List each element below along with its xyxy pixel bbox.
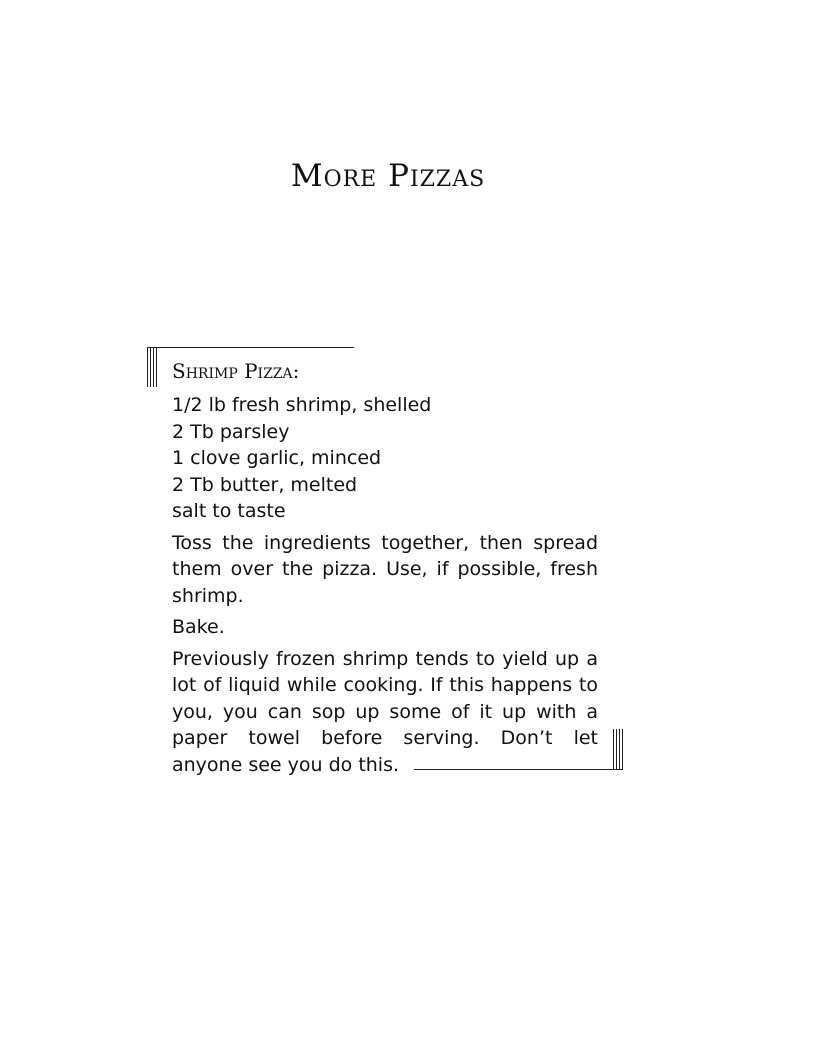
note-paragraph: Previously frozen shrimp tends to yield up a lot of liquid while cooking. If this happens to you, you can sop up some of it up with a paper towel before serving. Don’t let anyone see you do this. [172,647,598,776]
top-left-bars [147,347,157,387]
ingredient-item: 2 Tb parsley [172,420,290,443]
recipe-title: Shrimp Pizza: [172,359,300,383]
top-rule [147,347,354,348]
ingredient-list [172,392,598,525]
ingredient-item: 1/2 lb fresh shrimp, shelled [172,394,432,416]
bottom-right-bars [613,729,623,769]
ingredient-item: 1 clove garlic, minced [172,447,382,469]
ingredient-item: salt to taste [172,500,286,522]
ingredient-item: 2 Tb butter, melted [172,473,358,496]
bottom-rule [414,769,623,770]
bake-paragraph: Bake. [172,616,225,638]
instructions-paragraph: Toss the ingredients together, then spread them over the pizza. Use, if possible, fresh shrimp. [172,531,598,607]
recipe-card [172,358,598,783]
chapter-title: More Pizzas [290,158,486,194]
